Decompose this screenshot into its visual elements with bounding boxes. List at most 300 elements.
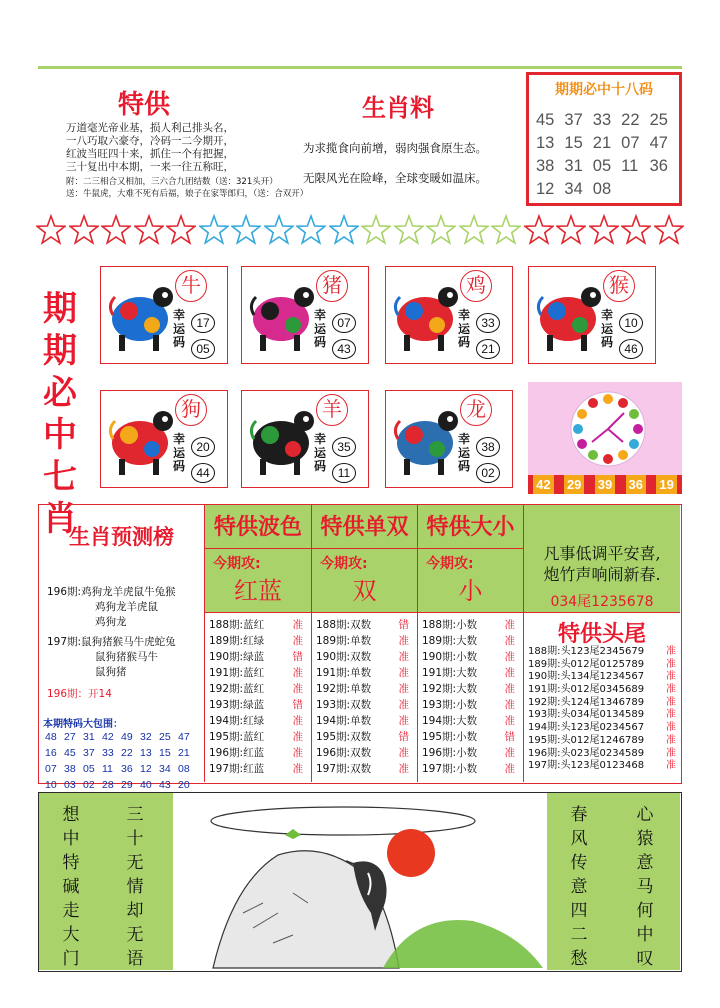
period-label: 196期: xyxy=(209,747,244,759)
shengxiaoliao-line: 为求揽食向前增，弱肉强食原生态。 xyxy=(303,141,487,155)
toutail-banner xyxy=(524,505,680,613)
lucky-number: 21 xyxy=(476,339,500,359)
baoma-number: 43 xyxy=(159,779,171,791)
prediction-value: 大数 xyxy=(456,715,478,727)
result-mark: 准 xyxy=(398,747,409,759)
history-row xyxy=(205,665,311,681)
code-number: 08 xyxy=(592,180,612,198)
daxiao-attack xyxy=(418,549,523,613)
poem-char: 却 xyxy=(126,901,144,921)
result-mark: 准 xyxy=(504,747,515,759)
baoma-number: 33 xyxy=(102,747,114,759)
history-row xyxy=(524,646,680,659)
baoma-number: 25 xyxy=(159,731,171,743)
title-char: 期 xyxy=(43,331,77,371)
prediction-value: 大数 xyxy=(456,683,478,695)
history-row xyxy=(418,761,523,777)
baoma-number: 03 xyxy=(64,779,76,791)
period-label: 194期: xyxy=(422,715,457,727)
period-label: 197期: xyxy=(209,763,244,775)
history-row xyxy=(418,729,523,745)
lucky-code-label: 幸 运 码 xyxy=(172,432,185,473)
baoma-number: 42 xyxy=(102,731,114,743)
prediction-value: 红绿 xyxy=(243,635,265,647)
history-row xyxy=(418,633,523,649)
star-icon xyxy=(361,214,391,246)
toutail-tip: 034尾1235678 xyxy=(550,594,654,610)
history-row xyxy=(418,681,523,697)
toutail-couplet: 炮竹声响闹新春. xyxy=(543,565,661,584)
period-label: 190期: xyxy=(209,651,244,663)
history-row xyxy=(205,649,311,665)
lucky-number: 43 xyxy=(332,339,356,359)
result-mark: 准 xyxy=(398,667,409,679)
code-number: 25 xyxy=(649,111,668,129)
history-row xyxy=(524,671,680,684)
period-label: 195期: xyxy=(316,731,351,743)
prediction-value: 红蓝 xyxy=(243,747,265,759)
result-mark: 准 xyxy=(504,651,515,663)
period-label: 192期: xyxy=(528,696,561,708)
shengxiaoliao-title: 生肖料 xyxy=(362,93,434,122)
star-icon xyxy=(264,214,294,246)
baoma-number: 47 xyxy=(178,731,190,743)
poem-char: 想 xyxy=(62,805,80,825)
result-mark: 准 xyxy=(398,763,409,775)
period-label: 196期: xyxy=(47,586,82,598)
prediction-section xyxy=(38,504,682,791)
poem-char: 意 xyxy=(636,853,654,873)
title-char: 肖 xyxy=(43,499,77,539)
prediction-value: 小数 xyxy=(456,731,478,743)
baoma-title: 本期特码大包围： xyxy=(43,719,123,730)
star-icon xyxy=(231,214,261,246)
result-mark: 准 xyxy=(666,646,676,657)
shengxiaoliao-line: 无限风光在险峰，全球变暖如温床。 xyxy=(303,171,487,185)
eighteen-codes-grid xyxy=(536,111,678,203)
toutail-history xyxy=(524,646,680,773)
result-mark: 准 xyxy=(398,699,409,711)
poem-char: 传 xyxy=(570,853,588,873)
period-label: 188期: xyxy=(209,619,244,631)
code-number: 07 xyxy=(621,134,640,152)
result-mark: 准 xyxy=(666,658,676,670)
attack-label: 今期攻: xyxy=(320,556,368,572)
code-number: 36 xyxy=(649,157,668,175)
baoma-number: 36 xyxy=(121,763,133,775)
history-row xyxy=(524,684,680,697)
star-icon xyxy=(329,214,359,246)
poem-char: 叹 xyxy=(636,949,654,969)
result-mark: 准 xyxy=(292,715,303,727)
zodiac-card xyxy=(528,266,656,364)
period-label: 188期: xyxy=(528,646,561,657)
code-number: 45 xyxy=(536,111,555,129)
result-mark: 准 xyxy=(666,709,676,721)
prediction-value: 双数 xyxy=(350,763,372,775)
title-char: 期 xyxy=(43,289,77,329)
decorative-stars-row xyxy=(36,214,684,252)
clock-dot xyxy=(618,398,628,408)
prediction-value: 头123尾0123468 xyxy=(560,760,645,772)
lucky-number: 20 xyxy=(191,437,215,457)
result-mark: 准 xyxy=(398,635,409,647)
zodiac-card xyxy=(241,390,369,488)
prediction-value: 小数 xyxy=(456,651,478,663)
clock-dot xyxy=(577,439,587,449)
poem-column xyxy=(569,803,589,971)
prediction-value: 头123尾2345679 xyxy=(560,646,645,657)
tegong-title: 特供 xyxy=(118,90,171,120)
clock-dot xyxy=(577,409,587,419)
clock-dot xyxy=(629,409,639,419)
prediction-value: 双数 xyxy=(350,699,372,711)
period-label: 192期: xyxy=(422,683,457,695)
result-mark: 准 xyxy=(292,635,303,647)
baoma-number: 29 xyxy=(121,779,133,791)
star-icon xyxy=(654,214,684,246)
code-number: 47 xyxy=(649,134,668,152)
poem-char: 意 xyxy=(570,877,588,897)
clock-dot xyxy=(633,424,643,434)
clock-dot xyxy=(573,424,583,434)
result-mark: 准 xyxy=(504,683,515,695)
poem-column xyxy=(125,803,145,971)
period-label: 191期: xyxy=(316,667,351,679)
poem-char: 情 xyxy=(126,877,144,897)
code-number: 22 xyxy=(621,111,640,129)
yuce-open-result: 196期：开14 xyxy=(47,688,112,700)
clock-number: 29 xyxy=(564,475,584,494)
result-mark: 错 xyxy=(398,619,409,631)
period-label: 189期: xyxy=(422,635,457,647)
star-icon xyxy=(199,214,229,246)
star-icon xyxy=(491,214,521,246)
history-row xyxy=(205,713,311,729)
prediction-value: 红绿 xyxy=(243,715,265,727)
prediction-value: 大数 xyxy=(456,635,478,647)
period-label: 189期: xyxy=(209,635,244,647)
clock-number: 39 xyxy=(595,475,615,494)
period-label: 188期: xyxy=(316,619,351,631)
danshuang-history xyxy=(312,617,417,777)
clock-box xyxy=(528,382,682,494)
prediction-value: 头012尾1246789 xyxy=(560,734,645,746)
lucky-code-label: 幸 运 码 xyxy=(313,308,326,349)
lucky-number: 38 xyxy=(476,437,500,457)
baoma-number: 10 xyxy=(45,779,57,791)
result-mark: 错 xyxy=(504,731,515,743)
tegong-line: 万道毫光帝业基，损人利己排头名， xyxy=(66,122,234,134)
prediction-value: 小数 xyxy=(456,763,478,775)
period-label: 190期: xyxy=(422,651,457,663)
baoma-number: 07 xyxy=(45,763,57,775)
illustration-panel xyxy=(173,793,547,970)
yuce-196 xyxy=(47,585,176,630)
lucky-code-label: 幸 运 码 xyxy=(600,308,613,349)
period-label: 192期: xyxy=(209,683,244,695)
daxiao-column xyxy=(418,505,524,782)
poem-char: 语 xyxy=(126,949,144,969)
toutail-column xyxy=(524,505,680,782)
prediction-value: 小数 xyxy=(456,619,478,631)
result-mark: 准 xyxy=(292,619,303,631)
lucky-number: 02 xyxy=(476,463,500,483)
baoma-number: 31 xyxy=(83,731,95,743)
bottom-section xyxy=(38,792,682,972)
right-poem-panel xyxy=(547,793,680,970)
left-poem-panel xyxy=(39,793,173,970)
result-mark: 准 xyxy=(666,760,676,772)
period-label: 196期: xyxy=(316,747,351,759)
zodiac-card xyxy=(241,266,369,364)
baoma-number: 11 xyxy=(102,763,113,775)
period-label: 194期: xyxy=(316,715,351,727)
history-row xyxy=(205,697,311,713)
baoma-number: 48 xyxy=(45,731,57,743)
poem-char: 猿 xyxy=(636,829,654,849)
yuce-197 xyxy=(47,635,176,680)
result-mark: 准 xyxy=(504,667,515,679)
lucky-number: 46 xyxy=(619,339,643,359)
poem-char: 三 xyxy=(126,805,144,825)
period-label: 195期: xyxy=(209,731,244,743)
history-row xyxy=(312,697,417,713)
period-label: 191期: xyxy=(422,667,457,679)
clock-dot xyxy=(618,450,628,460)
clock-number: 36 xyxy=(626,475,646,494)
eighteen-codes-box xyxy=(526,72,682,206)
prediction-value: 红蓝 xyxy=(243,763,265,775)
zodiac-name: 狗 xyxy=(175,394,207,426)
history-row xyxy=(418,617,523,633)
history-row xyxy=(312,649,417,665)
period-label: 197期: xyxy=(316,763,351,775)
history-row xyxy=(418,649,523,665)
prediction-value: 单数 xyxy=(350,635,372,647)
code-number: 11 xyxy=(621,157,639,175)
poem-char: 大 xyxy=(62,925,80,945)
lucky-number: 44 xyxy=(191,463,215,483)
baoma-number: 38 xyxy=(64,763,76,775)
clock-numbers xyxy=(528,475,682,494)
history-row xyxy=(205,617,311,633)
code-number: 38 xyxy=(536,157,555,175)
prediction-value: 头124尾1346789 xyxy=(560,696,645,708)
result-mark: 准 xyxy=(666,747,676,759)
zodiac-card xyxy=(385,266,513,364)
result-mark: 错 xyxy=(292,651,303,663)
clock-dot xyxy=(603,454,613,464)
period-label: 193期: xyxy=(316,699,351,711)
history-row xyxy=(205,761,311,777)
clock-icon xyxy=(528,382,682,475)
poem-char: 中 xyxy=(636,925,654,945)
period-label: 189期: xyxy=(316,635,351,647)
prediction-value: 头023尾0234589 xyxy=(560,747,645,759)
star-icon xyxy=(36,214,66,246)
result-mark: 准 xyxy=(292,763,303,775)
dog-papercut-icon xyxy=(105,399,175,479)
prediction-value: 头134尾1234567 xyxy=(560,671,645,683)
star-icon xyxy=(101,214,131,246)
zodiac-card xyxy=(385,390,513,488)
prediction-value: 双数 xyxy=(350,651,372,663)
star-icon xyxy=(621,214,651,246)
code-number: 33 xyxy=(592,111,612,129)
history-row xyxy=(312,665,417,681)
star-icon xyxy=(556,214,586,246)
period-label: 189期: xyxy=(528,658,561,670)
poem-char: 马 xyxy=(636,877,654,897)
baoma-number: 32 xyxy=(140,731,152,743)
result-mark: 错 xyxy=(292,699,303,711)
baoma-number: 05 xyxy=(83,763,95,775)
attack-label: 今期攻: xyxy=(426,556,474,572)
result-mark: 准 xyxy=(666,671,676,683)
lucky-number: 10 xyxy=(619,313,643,333)
zodiac-name: 羊 xyxy=(316,394,348,426)
history-row xyxy=(312,713,417,729)
result-mark: 准 xyxy=(398,683,409,695)
history-row xyxy=(312,617,417,633)
daxiao-history xyxy=(418,617,523,777)
zodiac-list: 鸡狗龙羊虎鼠牛兔猴 xyxy=(81,586,176,598)
toutail-couplet: 凡事低调平安喜, xyxy=(543,544,661,563)
baoma-number: 15 xyxy=(159,747,171,759)
zodiac-list: 鸡狗龙 xyxy=(95,616,127,628)
history-row xyxy=(312,761,417,777)
prediction-value: 蓝红 xyxy=(243,667,265,679)
prediction-value: 蓝红 xyxy=(243,683,265,695)
prediction-value: 小数 xyxy=(456,747,478,759)
tegong-note: 附：二三相合又相加，三六合九团结数（送：321头开） xyxy=(66,177,278,187)
prediction-value: 头012尾0125789 xyxy=(560,658,645,670)
poem-char: 春 xyxy=(570,805,588,825)
attack-value: 双 xyxy=(352,577,377,605)
period-label: 190期: xyxy=(528,671,561,683)
baoma-number: 45 xyxy=(64,747,76,759)
result-mark: 准 xyxy=(504,715,515,727)
zodiac-card xyxy=(100,390,228,488)
prediction-value: 单数 xyxy=(350,683,372,695)
prediction-value: 绿蓝 xyxy=(243,651,265,663)
poem-char: 何 xyxy=(636,901,654,921)
tegong-line: 一八巧取六豪夺，冷码一二今期开， xyxy=(66,135,234,147)
toutail-title: 特供头尾 xyxy=(557,621,646,647)
poem-char: 中 xyxy=(62,829,80,849)
history-row xyxy=(524,709,680,722)
poem-char: 愁 xyxy=(570,949,588,969)
star-icon xyxy=(589,214,619,246)
clock-dot xyxy=(629,439,639,449)
code-number: 31 xyxy=(564,157,583,175)
tegong-note: 送：牛鼠虎，大难不死有后福，娘子在家等郎归，（送：合双开） xyxy=(66,189,309,199)
period-label: 194期: xyxy=(209,715,244,727)
baoma-number: 13 xyxy=(140,747,152,759)
baoma-number: 40 xyxy=(140,779,152,791)
zodiac-card xyxy=(100,266,228,364)
period-label: 191期: xyxy=(528,684,561,696)
history-row xyxy=(524,735,680,748)
history-row xyxy=(418,665,523,681)
zodiac-list: 鼠狗猪猴马牛 xyxy=(95,651,158,663)
baoma-number: 12 xyxy=(140,763,152,775)
eighteen-codes-title: 期期必中十八码 xyxy=(555,82,653,98)
tegong-poem xyxy=(66,122,309,200)
poem-char: 走 xyxy=(62,901,80,921)
prediction-value: 绿蓝 xyxy=(243,699,265,711)
result-mark: 准 xyxy=(292,683,303,695)
period-label: 193期: xyxy=(528,709,561,721)
woodpecker-illustration-icon xyxy=(173,793,547,970)
result-mark: 准 xyxy=(666,734,676,746)
period-label: 197期: xyxy=(528,760,561,772)
code-number: 13 xyxy=(536,134,555,152)
poem-char: 门 xyxy=(62,949,80,969)
prediction-value: 双数 xyxy=(350,619,372,631)
prediction-value: 小数 xyxy=(456,699,478,711)
zodiac-list: 鸡狗龙羊虎鼠 xyxy=(95,601,158,613)
pig-papercut-icon xyxy=(246,275,316,355)
yuce-title: 生肖预测榜 xyxy=(69,524,174,549)
lucky-number: 07 xyxy=(332,313,356,333)
daxiao-title: 特供大小 xyxy=(418,505,523,549)
period-label: 188期: xyxy=(422,619,457,631)
star-icon xyxy=(166,214,196,246)
poem-char: 无 xyxy=(126,853,144,873)
poem-char: 心 xyxy=(636,805,654,825)
lucky-code-label: 幸 运 码 xyxy=(172,308,185,349)
danshuang-attack xyxy=(312,549,417,613)
code-number: 34 xyxy=(564,180,583,198)
poem-char: 风 xyxy=(570,829,588,849)
zodiac-list: 鼠狗猪 xyxy=(95,666,127,678)
attack-value: 小 xyxy=(458,577,483,605)
poem-column xyxy=(61,803,81,971)
code-number: 12 xyxy=(536,180,555,198)
qixiao-vertical-title xyxy=(38,288,82,540)
result-mark: 准 xyxy=(504,699,515,711)
poem-char: 十 xyxy=(126,829,144,849)
star-icon xyxy=(524,214,554,246)
baoma-number: 16 xyxy=(45,747,57,759)
baoma-number: 37 xyxy=(83,747,95,759)
bose-history xyxy=(205,617,311,777)
prediction-value: 头123尾0234567 xyxy=(560,722,645,734)
goat-papercut-icon xyxy=(246,399,316,479)
result-mark: 错 xyxy=(398,731,409,743)
zodiac-name: 牛 xyxy=(175,270,207,302)
result-mark: 准 xyxy=(398,715,409,727)
baoma-number: 22 xyxy=(121,747,133,759)
period-label: 195期: xyxy=(528,734,561,746)
tegong-line: 三十复出中本期，一来一往五称旺， xyxy=(66,161,234,173)
dragon-papercut-icon xyxy=(390,399,460,479)
baoma-number: 08 xyxy=(178,763,190,775)
history-row xyxy=(524,748,680,761)
ox-papercut-icon xyxy=(105,275,175,355)
attack-value: 红蓝 xyxy=(234,577,282,605)
result-mark: 准 xyxy=(666,684,676,696)
bose-title: 特供波色 xyxy=(205,505,311,549)
period-label: 194期: xyxy=(528,722,561,734)
result-mark: 准 xyxy=(292,667,303,679)
prediction-value: 头012尾0345689 xyxy=(560,684,645,696)
poem-char: 特 xyxy=(62,853,80,873)
period-label: 193期: xyxy=(422,699,457,711)
top-divider-line xyxy=(38,66,682,69)
